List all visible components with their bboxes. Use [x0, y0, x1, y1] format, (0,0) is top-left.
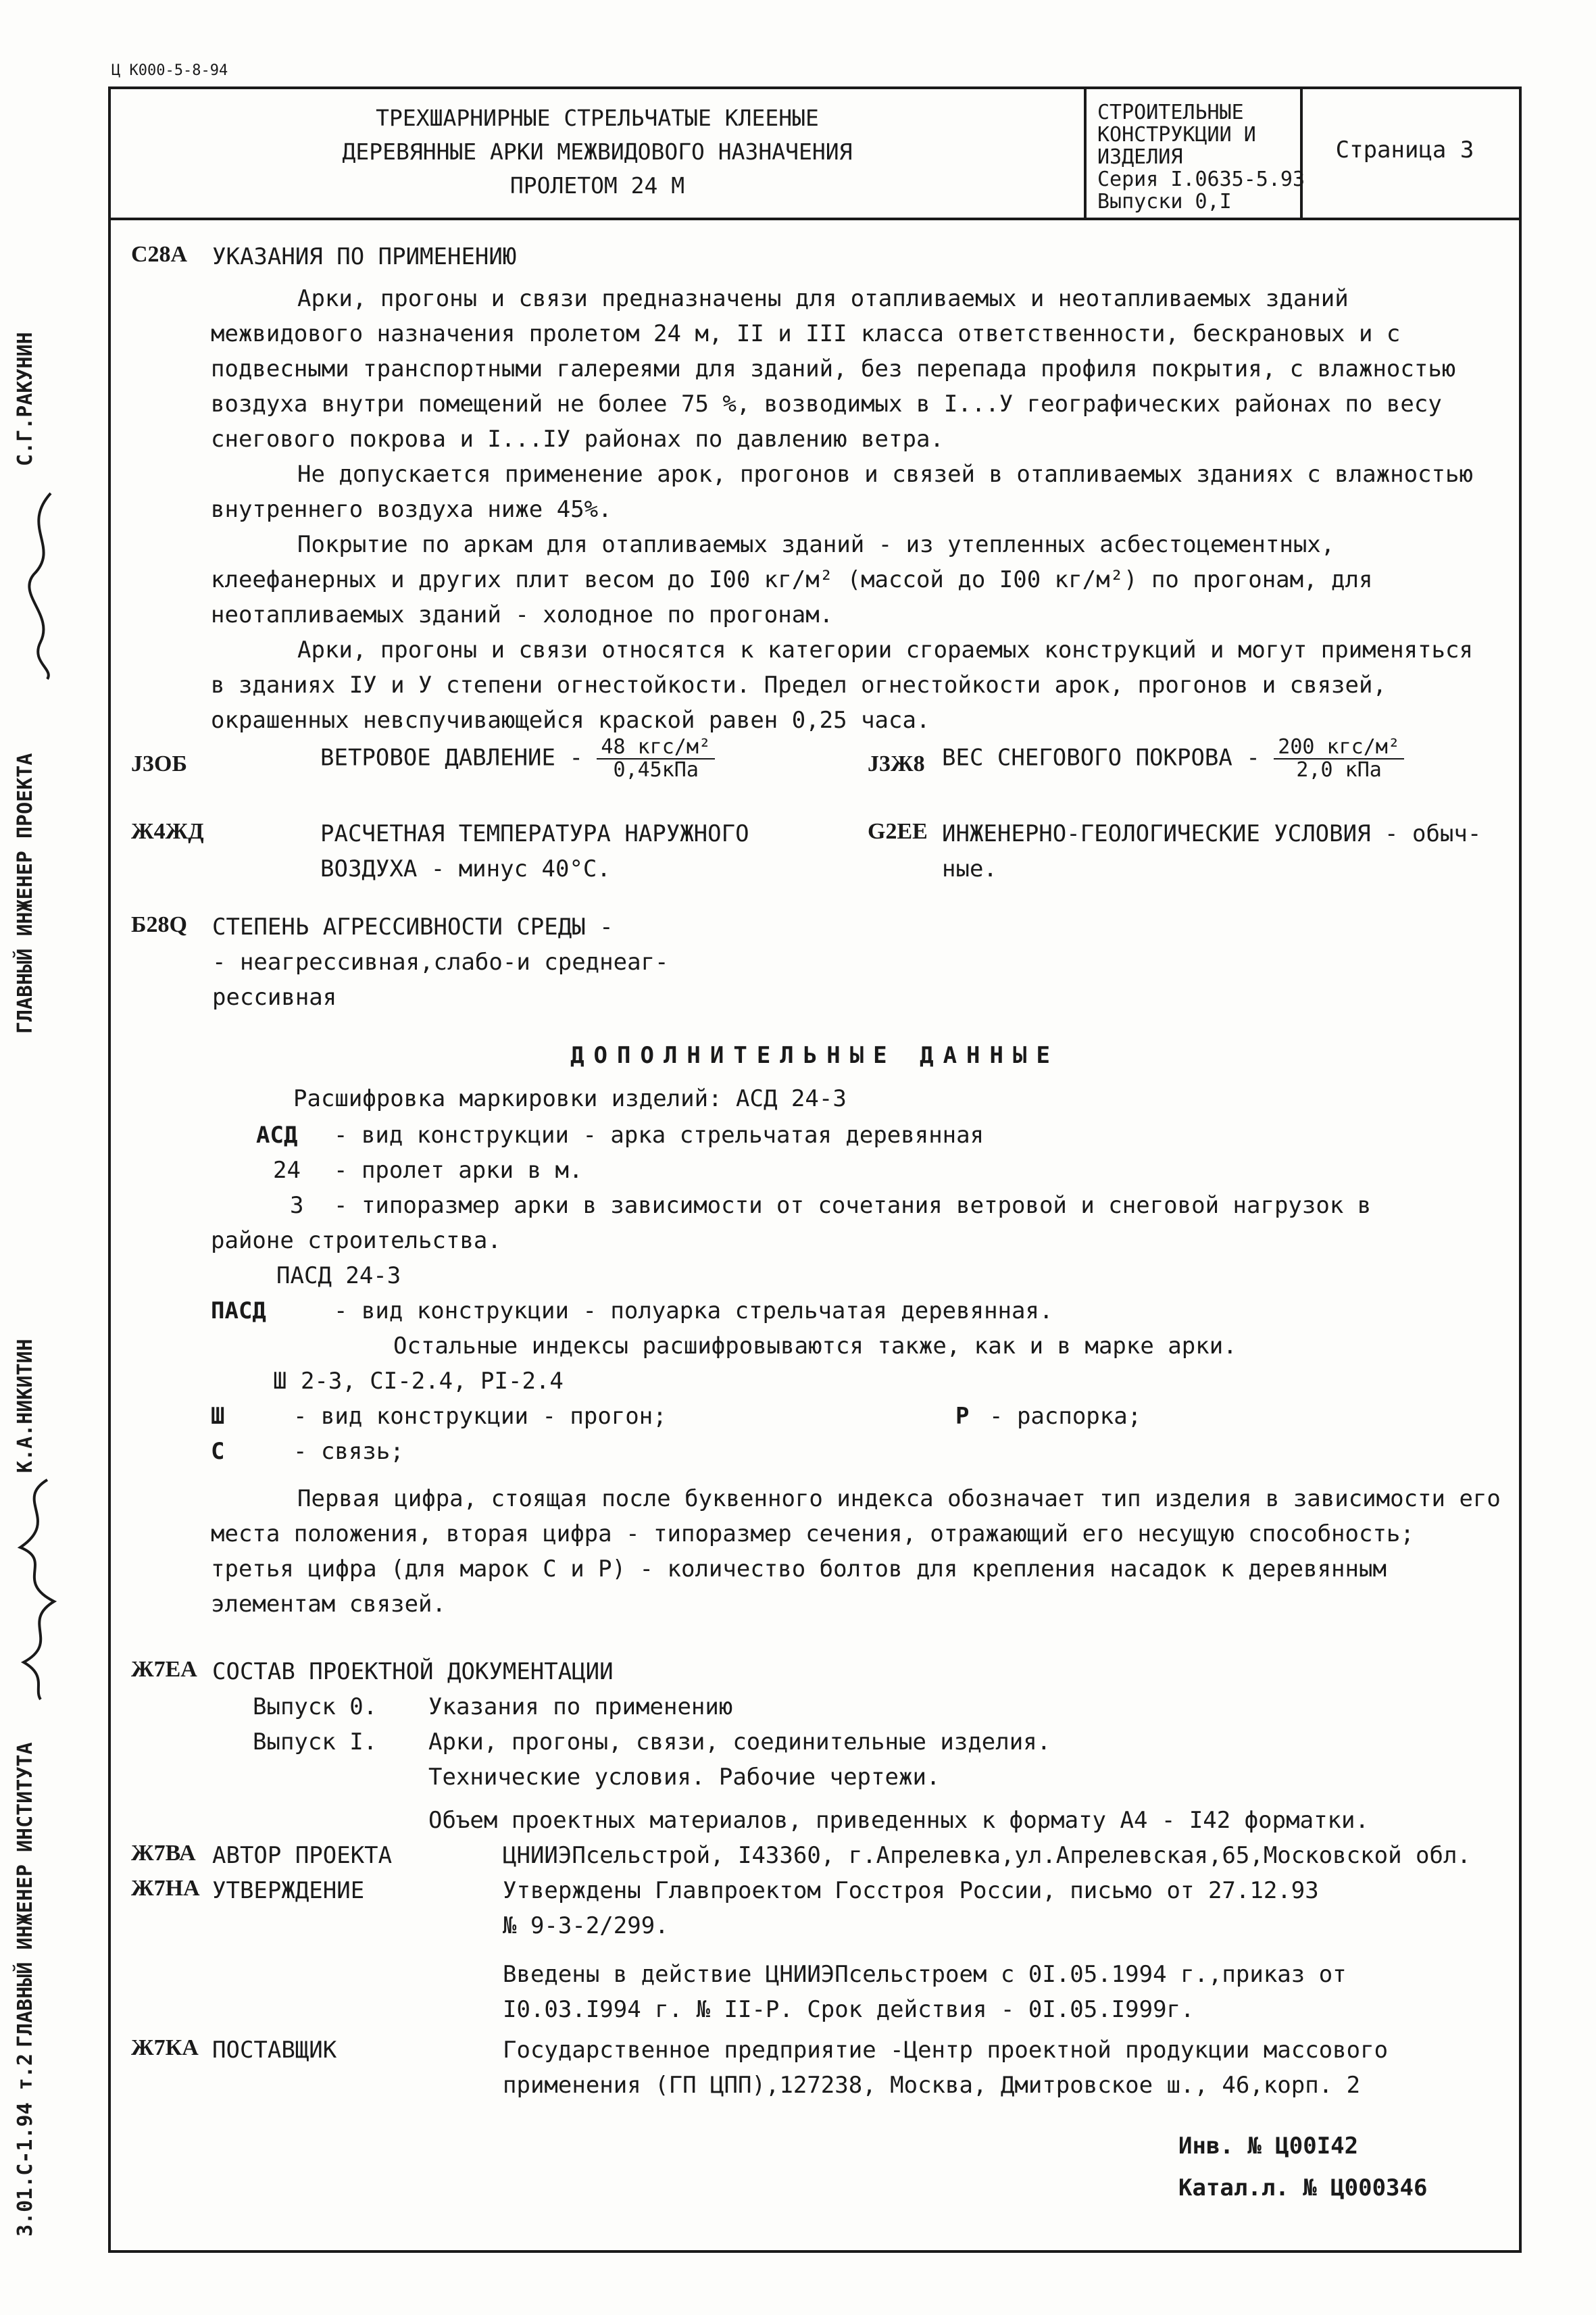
header-divider	[111, 218, 1519, 220]
sidebar-title-2: ГЛАВНЫЙ ИНЖЕНЕР ИНСТИТУТА	[14, 1742, 37, 2047]
approval-code: Ж7НА	[131, 1876, 200, 1901]
pasd-value: - вид конструкции - полуарка стрельчатая деревянная.	[334, 1297, 1053, 1324]
docs-code: Ж7ЕА	[131, 1657, 197, 1682]
r-value: - распорка;	[989, 1403, 1142, 1430]
wind-num: 48 кгс/м²	[597, 737, 715, 760]
snow-num: 200 кгс/м²	[1274, 737, 1404, 760]
v0-value: Указания по применению	[428, 1693, 733, 1720]
author-code: Ж7ВА	[131, 1841, 196, 1866]
wind-label: ВЕТРОВОЕ ДАВЛЕНИЕ -	[320, 744, 583, 772]
geo-line-2: ные.	[942, 855, 997, 882]
series-line-2: КОНСТРУКЦИИ И	[1097, 123, 1256, 147]
header-vline-1	[1084, 89, 1087, 218]
series-line-3: ИЗДЕЛИЯ	[1097, 145, 1183, 169]
docs-volume: Объем проектных материалов, приведенных к формату А4 - I42 форматки.	[428, 1807, 1369, 1834]
aggr-line-1: СТЕПЕНЬ АГРЕССИВНОСТИ СРЕДЫ -	[212, 914, 614, 941]
wind-pressure	[320, 737, 715, 781]
wind-code: J3ОБ	[131, 751, 187, 776]
v0-key: Выпуск 0.	[253, 1693, 378, 1720]
digits-paragraph	[211, 1481, 1501, 1622]
usage-text	[211, 281, 1495, 738]
v1-value: Арки, прогоны, связи, соединительные изделия.	[428, 1728, 1051, 1756]
asd-key: АСД	[256, 1122, 298, 1149]
catalog-number: Катал.л. № Ц000346	[1178, 2174, 1428, 2201]
snow-fraction	[1274, 737, 1404, 781]
usage-code: С28А	[131, 242, 188, 267]
v1-key: Выпуск I.	[253, 1728, 378, 1756]
v1-value-2: Технические условия. Рабочие чертежи.	[428, 1764, 941, 1791]
asd-value: - вид конструкции - арка стрельчатая деревянная	[334, 1122, 984, 1149]
n3-continuation: районе строительства.	[211, 1227, 501, 1254]
c-key: С	[211, 1438, 225, 1465]
aggr-line-2: - неагрессивная,слабо-и среднеаг-	[212, 949, 669, 976]
sh-key: Ш	[211, 1403, 225, 1430]
inventory-number: Инв. № Ц00I42	[1178, 2133, 1359, 2160]
sidebar-name-2: К.А.НИКИТИН	[14, 1339, 37, 1473]
snow-den: 2,0 кПа	[1296, 758, 1382, 782]
approval-line-3: Введены в действие ЦНИИЭПсельстроем с 0I.05.1994 г.,приказ от	[503, 1961, 1347, 1988]
author-label: АВТОР ПРОЕКТА	[212, 1842, 393, 1869]
supplier-line-1: Государственное предприятие -Центр проектной продукции массового	[503, 2037, 1389, 2064]
series-line-5: Выпуски 0,I	[1097, 190, 1232, 214]
n3-value: - типоразмер арки в зависимости от сочетания ветровой и снеговой нагрузок в	[334, 1192, 1372, 1219]
signature-2	[7, 1473, 68, 1703]
title-line-1: ТРЕХШАРНИРНЫЕ СТРЕЛЬЧАТЫЕ КЛЕЕНЫЕ	[376, 105, 819, 131]
temp-line-1: РАСЧЕТНАЯ ТЕМПЕРАТУРА НАРУЖНОГО	[320, 820, 749, 847]
sidebar-title-1: ГЛАВНЫЙ ИНЖЕНЕР ПРОЕКТА	[14, 753, 37, 1034]
geo-code: G2ЕЕ	[868, 819, 928, 844]
snow-code: J3Ж8	[868, 751, 925, 776]
usage-p2: Не допускается применение арок, прогонов и связей в отапливаемых зданиях с влажностью внутреннего воздуха ниже 45%.	[211, 461, 1473, 523]
sidebar-name-1: С.Г.РАКУНИН	[14, 332, 37, 466]
n24-key: 24	[273, 1157, 301, 1184]
extra-heading: ДОПОЛНИТЕЛЬНЫЕ ДАННЫЕ	[570, 1042, 1059, 1069]
usage-p1: Арки, прогоны и связи предназначены для отапливаемых и неотапливаемых зданий межвидового назначения пролетом 24 м, II и III класса ответственности, бескрановых и с подвесными транспортными галереями для зданий, без перепада профиля покрытия, с влажностью воздуха внутри помещений не более 75 %, возводимых в I...У географических районах по весу снегового покрова и I...IУ районах по давлению ветра.	[211, 285, 1456, 453]
pasd-key: ПАСД	[211, 1297, 266, 1324]
temp-code: Ж4ЖД	[131, 819, 204, 844]
approval-line-4: I0.03.I994 г. № II-Р. Срок действия - 0I.05.I999г.	[503, 1996, 1195, 2023]
r-key: Р	[955, 1403, 970, 1430]
sh-value: - вид конструкции - прогон;	[293, 1403, 667, 1430]
title-line-2: ДЕРЕВЯННЫЕ АРКИ МЕЖВИДОВОГО НАЗНАЧЕНИЯ	[342, 139, 853, 165]
snow-label: ВЕС СНЕГОВОГО ПОКРОВА -	[942, 744, 1260, 772]
page-number: Страница 3	[1335, 136, 1474, 164]
temp-line-2: ВОЗДУХА - минус 40°С.	[320, 855, 611, 882]
usage-p3: Покрытие по аркам для отапливаемых зданий - из утепленных асбестоцементных, клеефанерных и других плит весом до I00 кг/м² (массой до I00 кг/м²) по прогонам, для неотапливаемых зданий - холодное по прогонам.	[211, 531, 1373, 628]
supplier-code: Ж7КА	[131, 2035, 199, 2060]
n3-key: 3	[290, 1192, 304, 1219]
sheet-code: 3.01.С-1.94 т.2	[14, 2053, 37, 2237]
digits-text: Первая цифра, стоящая после буквенного индекса обозначает тип изделия в зависимости его места положения, вторая цифра - типоразмер сечения, отражающий его несущую способность; третья цифра (для марок С и Р) - количество болтов для крепления насадок к деревянным элементам связей.	[211, 1485, 1501, 1618]
aggr-line-3: рессивная	[212, 984, 337, 1011]
pasd-title: ПАСД 24-3	[276, 1262, 401, 1289]
approval-label: УТВЕРЖДЕНИЕ	[212, 1877, 365, 1904]
geo-line-1: ИНЖЕНЕРНО-ГЕОЛОГИЧЕСКИЕ УСЛОВИЯ - обыч-	[942, 820, 1482, 847]
document-code: Ц К000-5-8-94	[111, 62, 228, 79]
n24-value: - пролет арки в м.	[334, 1157, 583, 1184]
sh-title: Ш 2-3, СI-2.4, РI-2.4	[273, 1368, 564, 1395]
series-line-4: Серия I.0635-5.93	[1097, 168, 1305, 191]
snow-weight	[942, 737, 1404, 781]
author-value: ЦНИИЭПсельстрой, I43360, г.Апрелевка,ул.Апрелевская,65,Московской обл.	[503, 1842, 1471, 1869]
wind-fraction	[597, 737, 715, 781]
series-block	[1097, 101, 1305, 213]
approval-line-2: № 9-3-2/299.	[503, 1912, 669, 1939]
title-line-3: ПРОЛЕТОМ 24 М	[509, 172, 685, 199]
docs-heading: СОСТАВ ПРОЕКТНОЙ ДОКУМЕНТАЦИИ	[212, 1658, 614, 1685]
supplier-line-2: применения (ГП ЦПП),127238, Москва, Дмитровское ш., 46,корп. 2	[503, 2072, 1361, 2099]
wind-den: 0,45кПа	[613, 758, 699, 782]
page-frame	[108, 86, 1522, 2253]
decode-title: Расшифровка маркировки изделий: АСД 24-3	[293, 1085, 847, 1112]
c-value: - связь;	[293, 1438, 404, 1465]
aggr-code: Б28Q	[131, 912, 187, 937]
usage-heading: УКАЗАНИЯ ПО ПРИМЕНЕНИЮ	[212, 243, 517, 270]
series-line-1: СТРОИТЕЛЬНЫЕ	[1097, 101, 1244, 124]
signature-1	[14, 487, 68, 682]
supplier-label: ПОСТАВЩИК	[212, 2037, 337, 2064]
usage-p4: Арки, прогоны и связи относятся к категории сгораемых конструкций и могут применяться в зданиях IУ и У степени огнестойкости. Предел огнестойкости арок, прогонов и связей, окрашенных невспучивающейся краской равен 0,25 часа.	[211, 637, 1473, 734]
approval-line-1: Утверждены Главпроектом Госстроя России, письмо от 27.12.93	[503, 1877, 1319, 1904]
pasd-note: Остальные индексы расшифровываются также, как и в марке арки.	[393, 1333, 1237, 1360]
